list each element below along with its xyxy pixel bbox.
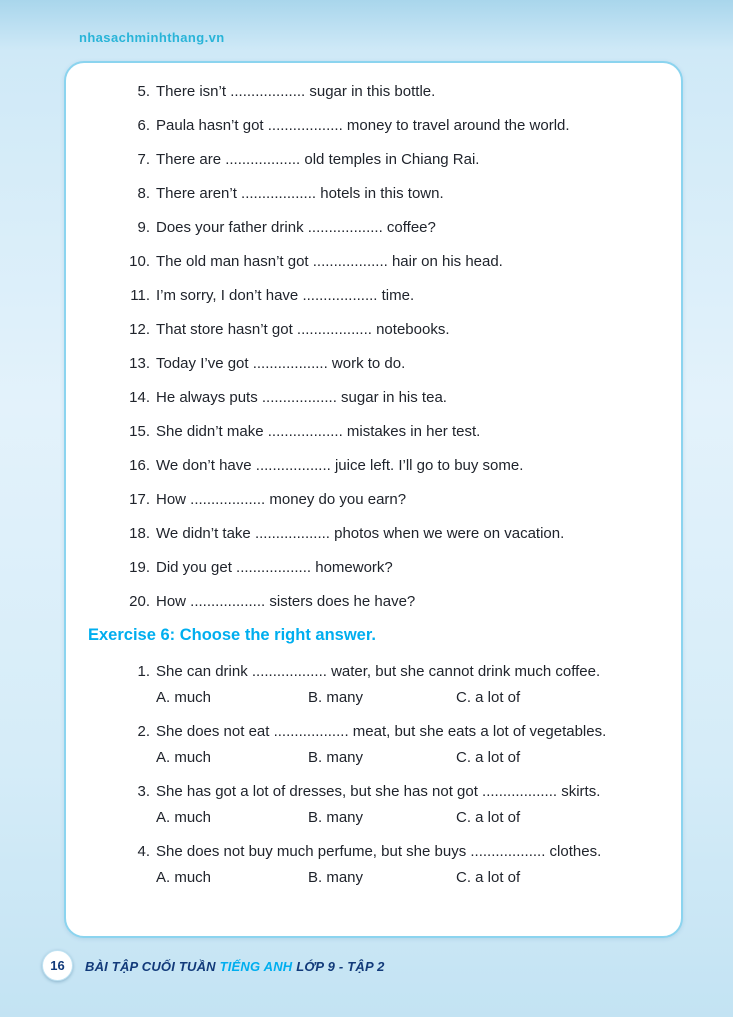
- list-item: [126, 319, 659, 340]
- list-item: [126, 183, 659, 204]
- option-c: C. a lot of: [456, 869, 521, 886]
- list-item: [126, 489, 659, 510]
- list-item: [126, 591, 659, 612]
- item-text: That store hasn’t got .................. notebooks.: [156, 321, 450, 338]
- exercise5-list: [88, 81, 659, 612]
- item-number: 17.: [129, 491, 150, 508]
- question-text: She has got a lot of dresses, but she has not got .................. skirts.: [156, 783, 601, 800]
- footer-title-part2: TIẾNG ANH: [219, 959, 293, 974]
- question-number: 1.: [137, 663, 150, 680]
- item-text: There aren’t .................. hotels in this town.: [156, 185, 444, 202]
- page-number: 16: [50, 958, 65, 973]
- item-number: 20.: [129, 593, 150, 610]
- question-text: She can drink .................. water, but she cannot drink much coffee.: [156, 663, 601, 680]
- item-text: Paula hasn’t got .................. money to travel around the world.: [156, 117, 570, 134]
- list-item: [126, 251, 659, 272]
- footer-title: [85, 959, 385, 974]
- option-a: A. much: [156, 869, 212, 886]
- item-text: He always puts .................. sugar in his tea.: [156, 389, 447, 406]
- item-text: Today I’ve got .................. work to do.: [156, 355, 406, 372]
- option-b: B. many: [308, 749, 364, 766]
- footer-title-part3: LỚP 9 - TẬP 2: [292, 959, 385, 974]
- item-number: 8.: [137, 185, 150, 202]
- list-item: [126, 557, 659, 578]
- list-item: [126, 421, 659, 442]
- question-number: 4.: [137, 843, 150, 860]
- item-text: How .................. sisters does he have?: [156, 593, 416, 610]
- item-text: The old man hasn’t got .................. hair on his head.: [156, 253, 503, 270]
- footer-title-part1: BÀI TẬP CUỐI TUẦN: [85, 959, 220, 974]
- item-number: 10.: [129, 253, 150, 270]
- item-text: I’m sorry, I don’t have .................. time.: [156, 287, 415, 304]
- options-row: [156, 687, 659, 708]
- item-text: Did you get .................. homework?: [156, 559, 393, 576]
- item-text: There are .................. old temples in Chiang Rai.: [156, 151, 480, 168]
- item-number: 11.: [130, 287, 150, 304]
- list-item: [126, 455, 659, 476]
- item-number: 6.: [137, 117, 150, 134]
- list-item: [126, 387, 659, 408]
- option-c: C. a lot of: [456, 749, 521, 766]
- option-b: B. many: [308, 869, 364, 886]
- option-b: B. many: [308, 809, 364, 826]
- item-text: How .................. money do you earn?: [156, 491, 407, 508]
- item-number: 18.: [129, 525, 150, 542]
- item-text: She didn’t make .................. mistakes in her test.: [156, 423, 481, 440]
- item-text: Does your father drink .................. coffee?: [156, 219, 436, 236]
- option-a: A. much: [156, 749, 212, 766]
- list-item: [126, 523, 659, 544]
- exercise6-questions: [88, 661, 659, 888]
- list-item: [126, 217, 659, 238]
- option-b: B. many: [308, 689, 364, 706]
- option-a: A. much: [156, 809, 212, 826]
- list-item: [126, 353, 659, 374]
- item-number: 5.: [137, 83, 150, 100]
- watermark-text: nhasachminhthang.vn: [79, 30, 225, 45]
- item-number: 7.: [137, 151, 150, 168]
- question: [126, 781, 659, 828]
- question-text: She does not buy much perfume, but she buys .................. clothes.: [156, 843, 602, 860]
- content-card: [64, 61, 683, 938]
- options-row: [156, 867, 659, 888]
- item-number: 19.: [129, 559, 150, 576]
- list-item: [126, 285, 659, 306]
- item-number: 15.: [129, 423, 150, 440]
- item-text: There isn’t .................. sugar in this bottle.: [156, 83, 436, 100]
- list-item: [126, 149, 659, 170]
- exercise6-heading: Exercise 6: Choose the right answer.: [88, 626, 376, 644]
- options-row: [156, 747, 659, 768]
- question: [126, 721, 659, 768]
- options-row: [156, 807, 659, 828]
- question-text: She does not eat .................. meat, but she eats a lot of vegetables.: [156, 723, 607, 740]
- item-number: 14.: [129, 389, 150, 406]
- list-item: [126, 81, 659, 102]
- question-number: 2.: [137, 723, 150, 740]
- question-number: 3.: [137, 783, 150, 800]
- item-number: 16.: [129, 457, 150, 474]
- option-c: C. a lot of: [456, 689, 521, 706]
- question: [126, 841, 659, 888]
- question: [126, 661, 659, 708]
- option-a: A. much: [156, 689, 212, 706]
- item-text: We didn’t take .................. photos when we were on vacation.: [156, 525, 565, 542]
- item-number: 13.: [129, 355, 150, 372]
- list-item: [126, 115, 659, 136]
- item-number: 12.: [129, 321, 150, 338]
- page-number-badge: [42, 950, 73, 981]
- item-text: We don’t have .................. juice left. I’ll go to buy some.: [156, 457, 524, 474]
- item-number: 9.: [137, 219, 150, 236]
- option-c: C. a lot of: [456, 809, 521, 826]
